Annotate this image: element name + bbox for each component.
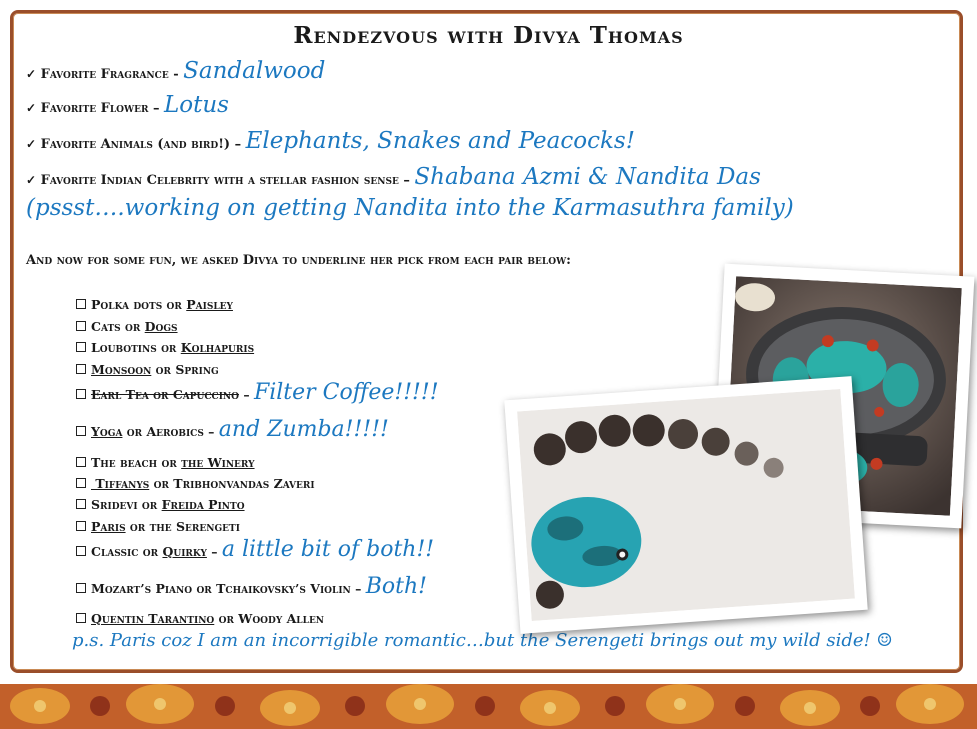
list-item: Polka dots or Paisley bbox=[76, 297, 233, 312]
favorite-continuation: (pssst….working on getting Nandita into the Karmasuthra family) bbox=[26, 195, 794, 221]
favorite-label: Favorite Fragrance - bbox=[40, 67, 179, 82]
checkbox-icon bbox=[76, 613, 86, 623]
checkbox-icon bbox=[76, 521, 86, 531]
checkbox-icon bbox=[76, 426, 86, 436]
favorite-answer: Lotus bbox=[164, 92, 229, 118]
checkbox-icon bbox=[76, 499, 86, 509]
list-item: Sridevi or Freida Pinto bbox=[76, 497, 245, 512]
favorite-label: Favorite Indian Celebrity with a stellar fashion sense – bbox=[40, 173, 410, 188]
check-icon: ✓ bbox=[26, 67, 37, 81]
postscript: p.s. Paris coz I am an incorrigible romantic…but the Serengeti brings out my wild side! ☺ bbox=[72, 630, 893, 651]
checkbox-icon bbox=[76, 457, 86, 467]
checkbox-icon bbox=[76, 342, 86, 352]
checkbox-icon bbox=[76, 321, 86, 331]
list-item: Monsoon or Spring bbox=[76, 362, 219, 377]
favorite-fragrance bbox=[26, 58, 325, 84]
checkbox-icon bbox=[76, 364, 86, 374]
list-item: The beach or the Winery bbox=[76, 455, 255, 470]
favorite-answer: Elephants, Snakes and Peacocks! bbox=[245, 128, 635, 154]
favorite-answer: Sandalwood bbox=[183, 58, 326, 84]
paisley-border-pattern bbox=[0, 684, 977, 729]
turquoise-bracelet-photo bbox=[504, 376, 867, 634]
checkbox-icon bbox=[76, 299, 86, 309]
check-icon: ✓ bbox=[26, 137, 37, 151]
list-item: Earl Tea or Capuccino – Filter Coffee!!!!! bbox=[76, 380, 439, 405]
intro-text: And now for some fun, we asked Divya to underline her pick from each pair below: bbox=[26, 253, 571, 268]
favorite-label: Favorite Animals (and bird!) – bbox=[40, 137, 242, 152]
list-item: Mozart’s Piano or Tchaikovsky’s Violin – Both! bbox=[76, 574, 427, 599]
list-item: Loubotins or Kolhapuris bbox=[76, 340, 254, 355]
list-item: Cats or Dogs bbox=[76, 319, 178, 334]
favorite-flower bbox=[26, 92, 229, 118]
checkbox-icon bbox=[76, 546, 86, 556]
check-icon: ✓ bbox=[26, 173, 37, 187]
page-title: Rendezvous with Divya Thomas bbox=[293, 22, 684, 49]
checkbox-icon bbox=[76, 389, 86, 399]
check-icon: ✓ bbox=[26, 101, 37, 115]
favorite-answer: Shabana Azmi & Nandita Das bbox=[414, 164, 761, 190]
list-item: Tiffanys or Tribhonvandas Zaveri bbox=[76, 476, 315, 491]
favorite-celebrity bbox=[26, 164, 761, 190]
checkbox-icon bbox=[76, 583, 86, 593]
favorite-animals bbox=[26, 128, 635, 154]
favorite-label: Favorite Flower – bbox=[40, 101, 160, 116]
list-item: Classic or Quirky – a little bit of both!! bbox=[76, 537, 434, 562]
list-item: Yoga or Aerobics – and Zumba!!!!! bbox=[76, 417, 389, 442]
list-item: Quentin Tarantino or Woody Allen bbox=[76, 611, 324, 626]
checkbox-icon bbox=[76, 478, 86, 488]
list-item: Paris or the Serengeti bbox=[76, 519, 240, 534]
